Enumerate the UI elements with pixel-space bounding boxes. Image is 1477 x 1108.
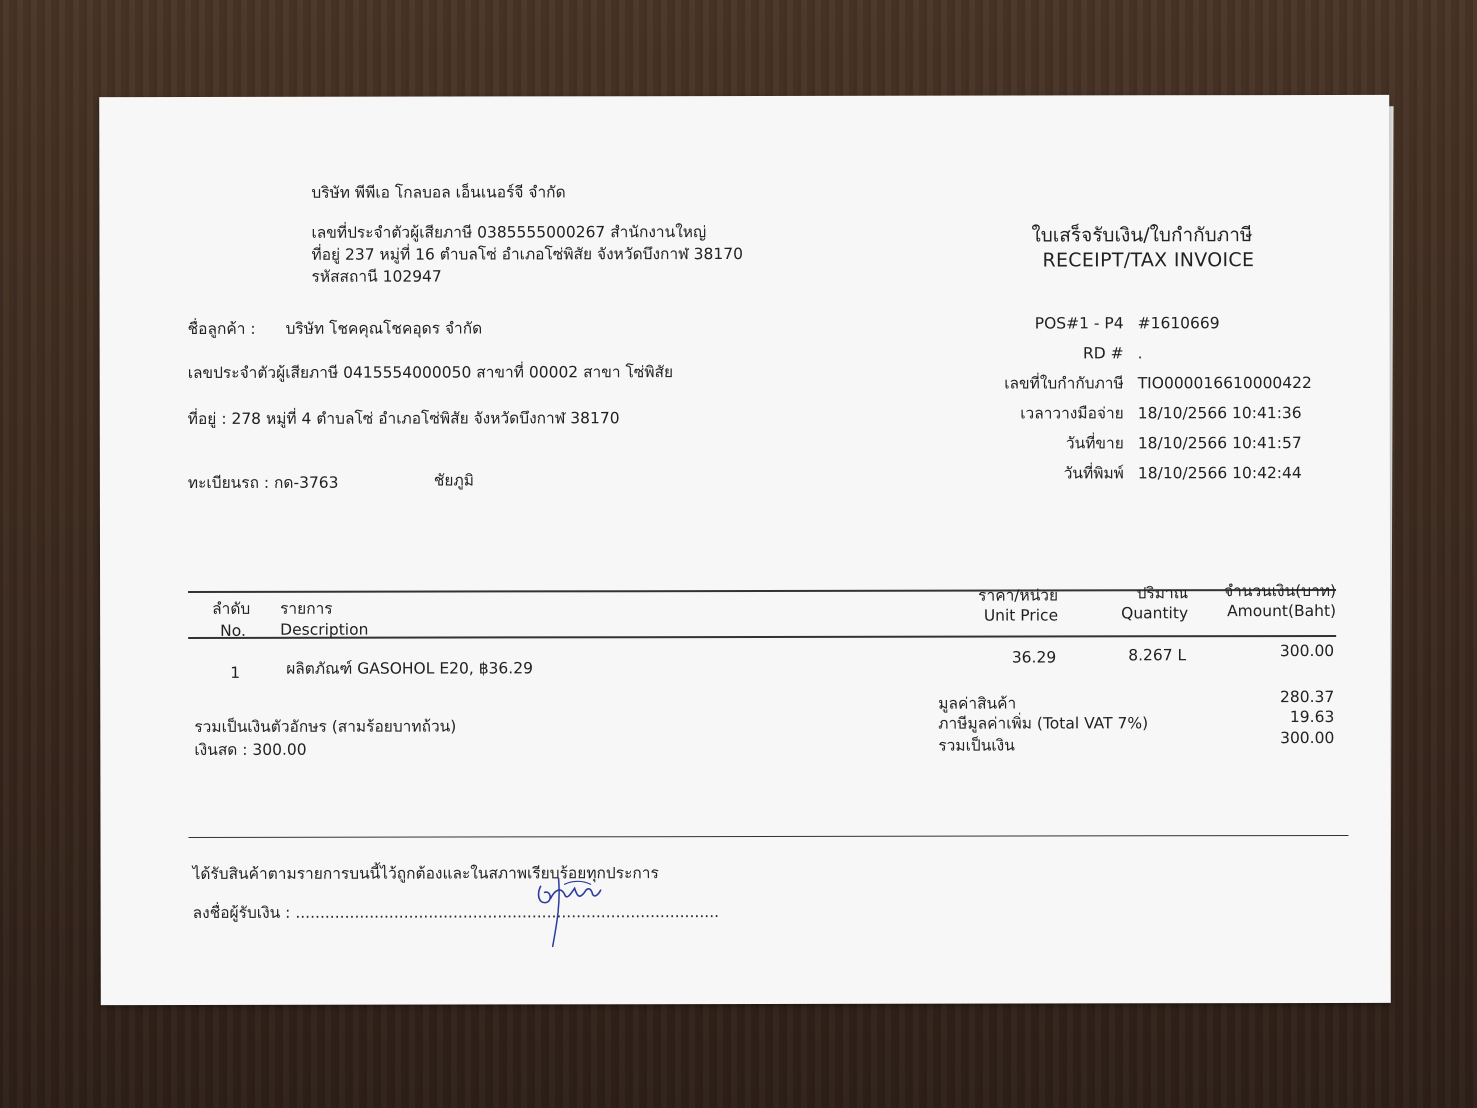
col-header-qty-en: Quantity [1121, 604, 1189, 623]
company-name: บริษัท พีพีเอ โกลบอล เอ็นเนอร์จี จำกัด [311, 183, 566, 202]
col-header-desc-th: รายการ [280, 599, 333, 618]
customer-name: บริษัท โชคคุณโชคอุดร จำกัด [285, 319, 483, 338]
rd-label: RD # [1083, 344, 1124, 363]
dispense-time-label: เวลาวางมือจ่าย [1020, 404, 1124, 423]
company-address: ที่อยู่ 237 หมู่ที่ 16 ตำบลโซ่ อำเภอโซ่พิสัย จังหวัดบึงกาฬ 38170 [311, 245, 743, 264]
total-value: 300.00 [1280, 728, 1335, 748]
company-tax-id: เลขที่ประจำตัวผู้เสียภาษี 0385555000267 สำนักงานใหญ่ [311, 223, 707, 242]
col-header-amount-th: จำนวนเงิน(บาท) [1224, 581, 1337, 601]
row-amount: 300.00 [1279, 641, 1335, 661]
col-header-no-th: ลำดับ [212, 599, 251, 618]
tax-invoice-number: TIO000016610000422 [1137, 374, 1312, 393]
receiver-signature-line: ลงชื่อผู้รับเงิน : ...................................................................................... [192, 903, 720, 922]
row-quantity: 8.267 L [1128, 646, 1187, 665]
pos-label: POS#1 - P4 [1034, 314, 1124, 333]
total-label: รวมเป็นเงิน [938, 736, 1015, 755]
dispense-time: 18/10/2566 10:41:36 [1137, 404, 1302, 423]
vat-value: 19.63 [1289, 707, 1335, 727]
customer-name-label: ชื่อลูกค้า : [187, 319, 256, 338]
row-no: 1 [230, 663, 241, 682]
row-description: ผลิตภัณฑ์ GASOHOL E20, ฿36.29 [286, 659, 533, 678]
amount-in-words: รวมเป็นเงินตัวอักษร (สามร้อยบาทถ้วน) [194, 717, 457, 736]
receipt-confirmation: ได้รับสินค้าตามรายการบนนี้ไว้ถูกต้องและในสภาพเรียบร้อยทุกประการ [192, 864, 659, 883]
vat-label: ภาษีมูลค่าเพิ่ม (Total VAT 7%) [938, 714, 1149, 733]
col-header-qty-th: ปริมาณ [1136, 584, 1189, 603]
pos-number: #1610669 [1137, 314, 1220, 333]
subtotal-value: 280.37 [1279, 687, 1335, 707]
print-date-label: วันที่พิมพ์ [1063, 464, 1124, 483]
col-header-amount-en: Amount(Baht) [1227, 601, 1337, 621]
col-header-desc-en: Description [280, 620, 369, 639]
footer-rule [189, 835, 1349, 838]
customer-address: ที่อยู่ : 278 หมู่ที่ 4 ตำบลโซ่ อำเภอโซ่พิสัย จังหวัดบึงกาฬ 38170 [187, 409, 620, 428]
print-date: 18/10/2566 10:42:44 [1137, 464, 1302, 483]
subtotal-label: มูลค่าสินค้า [938, 694, 1017, 713]
doc-title-thai: ใบเสร็จรับเงิน/ใบกำกับภาษี [1031, 224, 1253, 247]
tax-invoice-label: เลขที่ใบกำกับภาษี [1004, 374, 1124, 393]
doc-title-english: RECEIPT/TAX INVOICE [1042, 249, 1255, 272]
rd-number: . [1137, 344, 1143, 363]
sale-date: 18/10/2566 10:41:57 [1137, 434, 1302, 453]
vehicle-plate: ทะเบียนรถ : กด-3763 [187, 473, 339, 492]
customer-tax-id: เลขประจำตัวผู้เสียภาษี 0415554000050 สาขาที่ 00002 สาขา โซ่พิสัย [187, 363, 674, 382]
station-code: รหัสสถานี 102947 [311, 267, 442, 286]
col-header-no-en: No. [220, 621, 246, 640]
handwritten-signature [521, 864, 631, 954]
col-header-price-th: ราคา/หน่วย [978, 586, 1059, 605]
vehicle-province: ชัยภูมิ [433, 471, 474, 490]
row-unit-price: 36.29 [1011, 648, 1057, 667]
sale-date-label: วันที่ขาย [1065, 434, 1124, 453]
cash-paid: เงินสด : 300.00 [194, 740, 307, 759]
col-header-price-en: Unit Price [983, 606, 1059, 625]
receipt-paper [99, 95, 1391, 1005]
